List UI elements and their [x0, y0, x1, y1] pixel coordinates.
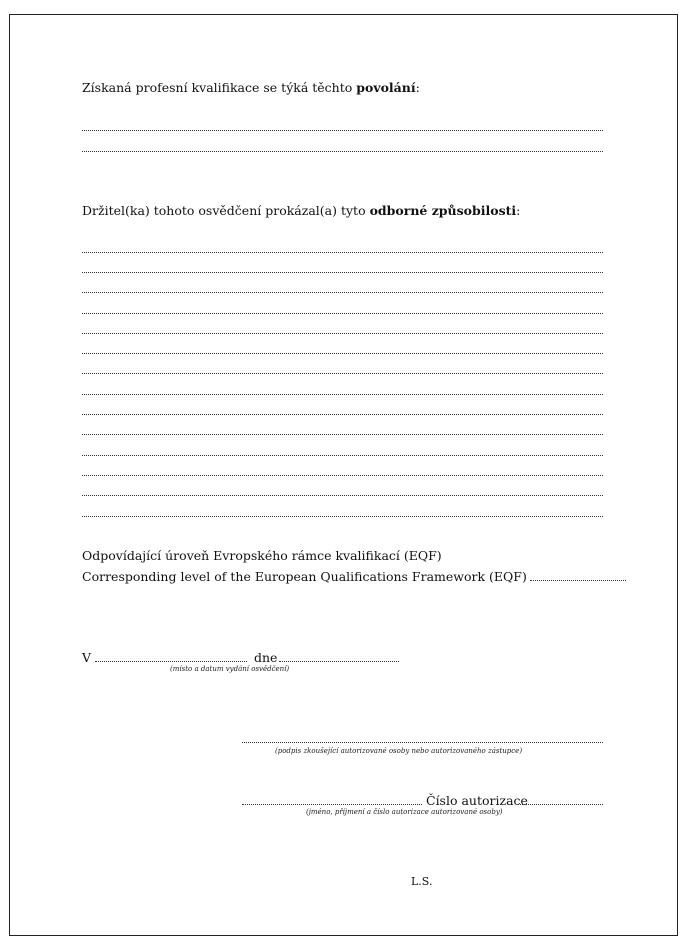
occupations-heading-text: Získaná profesní kvalifikace se týká těchto	[82, 80, 357, 95]
name-field[interactable]	[242, 804, 422, 805]
competencies-line[interactable]	[82, 333, 603, 334]
authorization-number-field[interactable]	[518, 804, 603, 805]
place-label: V	[82, 650, 92, 665]
competencies-heading	[82, 203, 520, 218]
competencies-line[interactable]	[82, 455, 603, 456]
date-field[interactable]	[279, 661, 399, 662]
date-label: dne	[254, 650, 278, 665]
competencies-line[interactable]	[82, 292, 603, 293]
eqf-czech-label: Odpovídající úroveň Evropského rámce kvalifikací (EQF)	[82, 548, 442, 563]
competencies-line[interactable]	[82, 495, 603, 496]
competencies-line[interactable]	[82, 313, 603, 314]
eqf-level-field[interactable]	[530, 580, 626, 581]
occupations-heading-bold: povolání	[356, 80, 416, 95]
occupations-line[interactable]	[82, 130, 603, 131]
occupations-heading	[82, 80, 420, 95]
competencies-line[interactable]	[82, 373, 603, 374]
competencies-heading-bold: odborné způsobilosti	[369, 203, 517, 218]
competencies-heading-suffix: :	[516, 203, 521, 218]
stamp-label: L.S.	[411, 875, 433, 888]
competencies-line[interactable]	[82, 414, 603, 415]
signature-field[interactable]	[242, 742, 603, 743]
place-date-caption: (místo a datum vydání osvědčení)	[170, 665, 290, 673]
competencies-line[interactable]	[82, 394, 603, 395]
competencies-line[interactable]	[82, 516, 603, 517]
eqf-english-row	[82, 569, 626, 584]
eqf-english-label: Corresponding level of the European Qualifications Framework (EQF)	[82, 569, 527, 584]
competencies-line[interactable]	[82, 434, 603, 435]
place-field[interactable]	[95, 661, 247, 662]
authorization-caption: (jméno, příjmení a číslo autorizace autorizované osoby)	[306, 808, 503, 816]
occupations-line[interactable]	[82, 151, 603, 152]
competencies-line[interactable]	[82, 252, 603, 253]
signature-caption: (podpis zkoušející autorizované osoby nebo autorizovaného zástupce)	[275, 747, 523, 755]
competencies-heading-text: Držitel(ka) tohoto osvědčení prokázal(a) tyto	[82, 203, 370, 218]
competencies-line[interactable]	[82, 353, 603, 354]
occupations-heading-suffix: :	[415, 80, 420, 95]
authorization-number-label: Číslo autorizace	[426, 793, 528, 808]
competencies-line[interactable]	[82, 272, 603, 273]
competencies-line[interactable]	[82, 475, 603, 476]
